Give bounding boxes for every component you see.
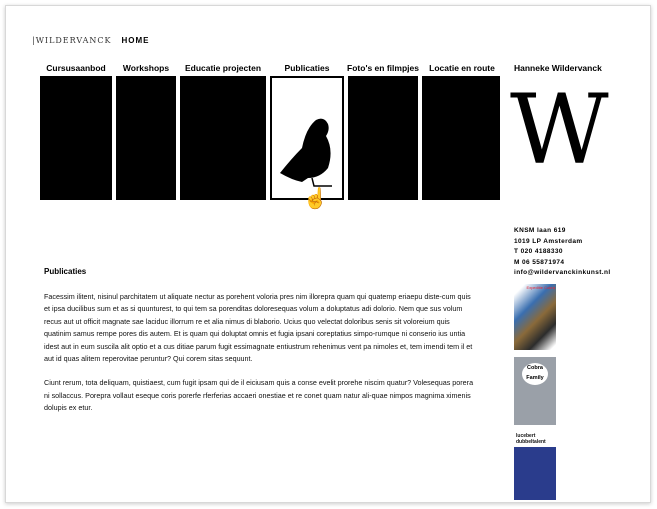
address-email[interactable]: info@wildervanckinkunst.nl bbox=[514, 269, 611, 276]
tile-locatie[interactable] bbox=[422, 76, 500, 200]
cover-caption: Cobra Family bbox=[522, 363, 548, 385]
address-phone: T 020 4188330 bbox=[514, 248, 563, 255]
nav-locatie[interactable]: Locatie en route bbox=[429, 63, 495, 73]
logo[interactable]: |WILDERVANCK bbox=[32, 36, 112, 45]
tile-publicaties[interactable] bbox=[270, 76, 344, 200]
book-cover-cobra-family[interactable] bbox=[514, 357, 556, 425]
bird-icon bbox=[272, 78, 342, 198]
tile-cursusaanbod[interactable] bbox=[40, 76, 112, 200]
tile-workshops[interactable] bbox=[116, 76, 176, 200]
tile-educatie[interactable] bbox=[180, 76, 266, 200]
book-cover-expeditie-cobra[interactable] bbox=[514, 284, 556, 350]
nav-fotos[interactable]: Foto's en filmpjes bbox=[347, 63, 419, 73]
big-w-logo: W bbox=[510, 74, 609, 186]
paragraph-2: Ciunt rerum, tota deliquam, quistiaest, cum fugit ipsam qui de il eiciusam quis a conse evelit prorehe niscim quatur? Volesequas porera ni sollaccus. Porepra vollaut eseque coris porerfe rferferias accaeri onestiae et re conet quam natur ali-quae nimpos magnima ximenis dolupis ex etur. bbox=[44, 378, 474, 413]
nav-home[interactable]: HOME bbox=[121, 36, 150, 45]
hand-cursor-icon: ☝ bbox=[303, 188, 328, 210]
page-title: Publicaties bbox=[44, 267, 87, 276]
address bbox=[514, 226, 611, 279]
address-mobile: M 06 55871974 bbox=[514, 258, 565, 266]
nav-publicaties[interactable]: Publicaties bbox=[284, 63, 330, 73]
top-bar bbox=[32, 36, 150, 45]
address-street: KNSM laan 619 bbox=[514, 227, 566, 234]
nav-cursusaanbod[interactable]: Cursusaanbod bbox=[46, 63, 106, 73]
nav-educatie[interactable]: Educatie projecten bbox=[184, 63, 262, 73]
body-text bbox=[44, 291, 474, 427]
sidebar-name: Hanneke Wildervanck bbox=[514, 63, 602, 73]
cover-caption: lucebert dubbeltalent bbox=[516, 433, 546, 445]
tile-fotos[interactable] bbox=[348, 76, 418, 200]
paragraph-1: Facessim ilitent, nisinul parchitatem ut aliquate nectur as porehent voloria pres nim illorepra quam qui quatemp eriaepu diste-cum quis et ipsa ducilibus sum et as si quunturest, to qui tem sa porenditas doloresequas volum a doluptatus adi dolorio. Nem que sus volum recus aut ut officit magnate sae laciduc illorrum re et alia nimus di blaborio. Ucius quo velectat doloribus senis sit voloreium quis quatinim samus rempe pores dis autem. Et is quam qui doluptat omnis et fugia ipsani coreptatius simpo-rumque ni conserio ius untia idest aut in eum suscila alit optio et a cus ditiae parum fugit essimagnate entiustrum rehenimus vent pa nimoles et, tem imendi tem il et aut id quas alitem reperovitae peruntur? Qui corem sitas sequunt. bbox=[44, 292, 473, 364]
book-cover-lucebert[interactable] bbox=[514, 432, 556, 500]
cover-caption: Expeditie Cobra bbox=[526, 285, 555, 290]
nav-workshops[interactable]: Workshops bbox=[122, 63, 170, 73]
address-city: 1019 LP Amsterdam bbox=[514, 237, 583, 245]
